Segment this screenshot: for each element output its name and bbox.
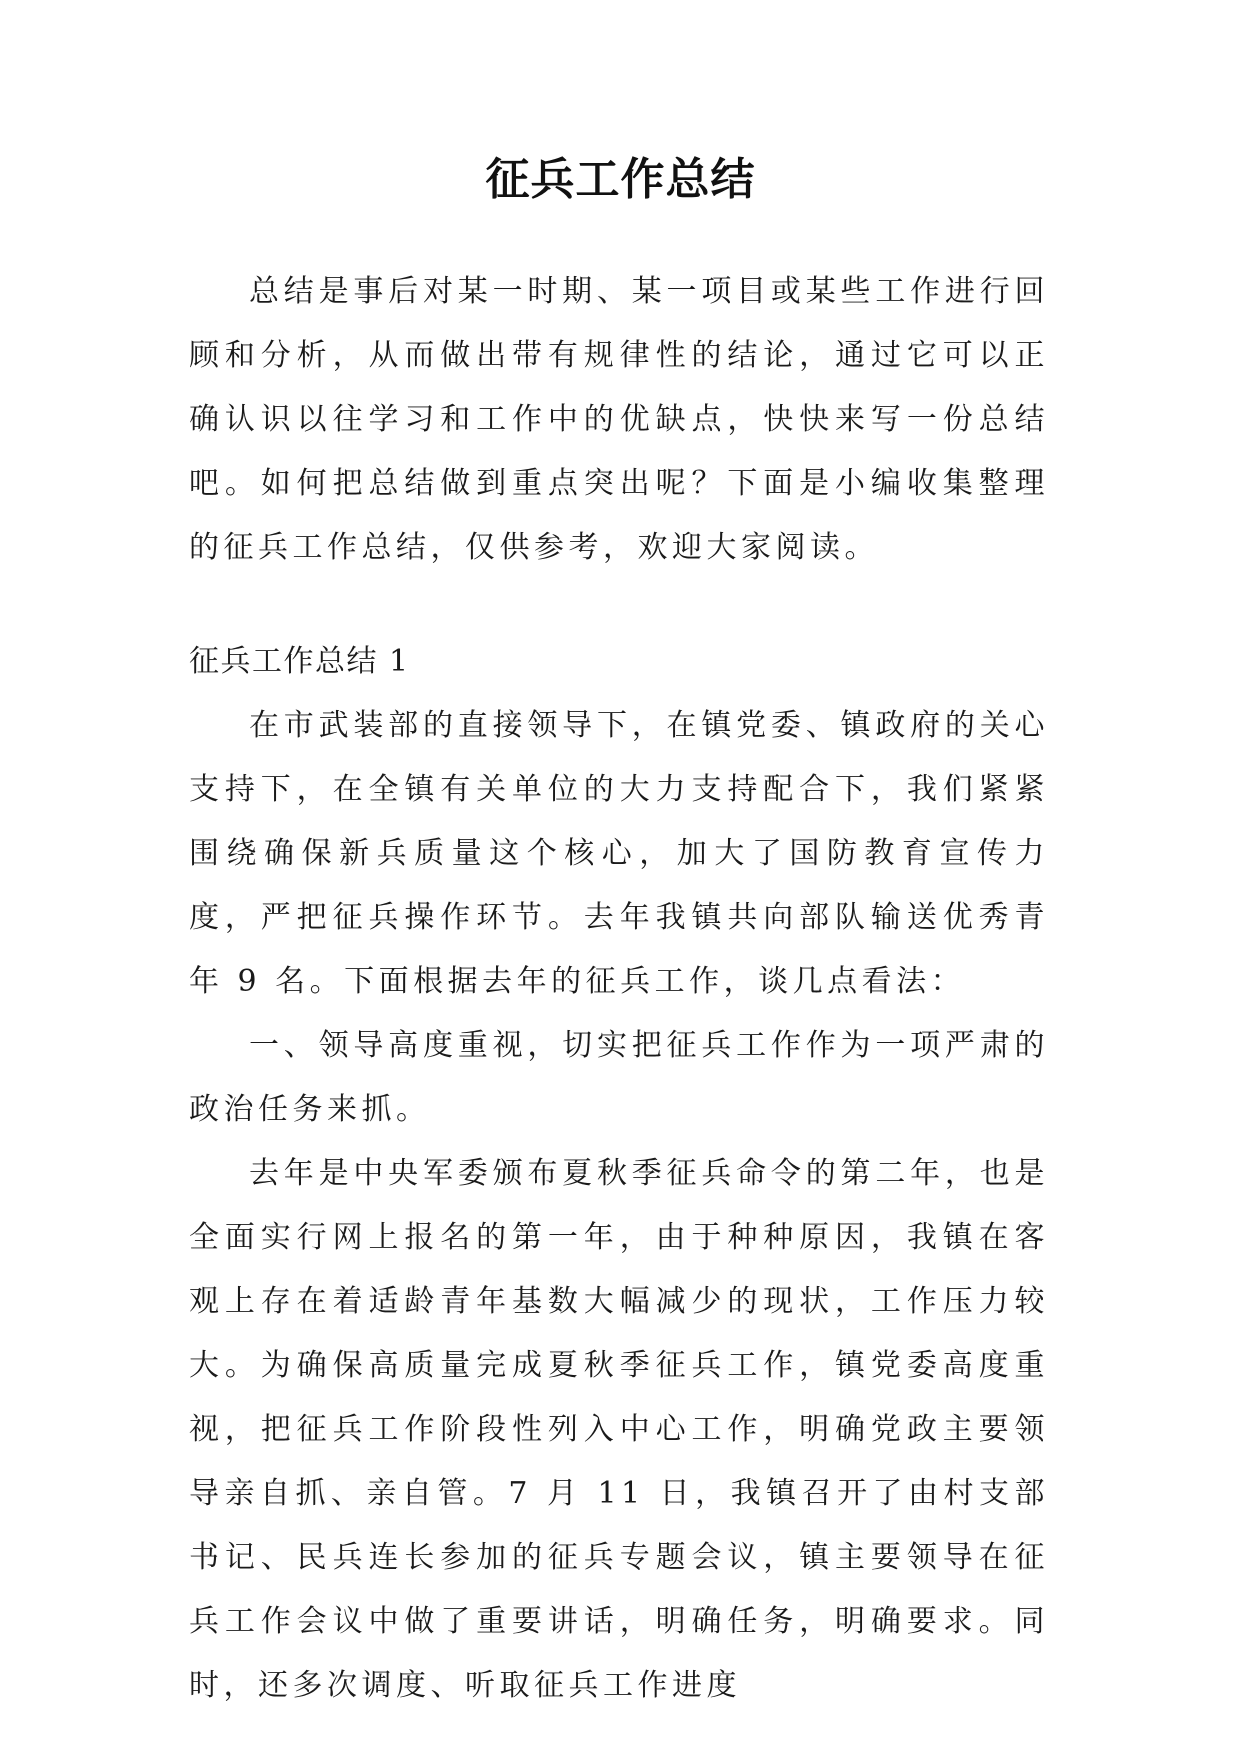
body-paragraph-1: 在市武装部的直接领导下，在镇党委、镇政府的关心支持下，在全镇有关单位的大力支持配合下，我们紧紧围绕确保新兵质量这个核心，加大了国防教育宣传力度，严把征兵操作环节。去年我镇共向部队输送优秀青年 9 名。下面根据去年的征兵工作，谈几点看法：	[189, 708, 1049, 999]
document-title: 征兵工作总结	[485, 154, 756, 205]
document-body	[189, 260, 1049, 1718]
body-paragraph-3: 去年是中央军委颁布夏秋季征兵命令的第二年，也是全面实行网上报名的第一年，由于种种原因，我镇在客观上存在着适龄青年基数大幅减少的现状，工作压力较大。为确保高质量完成夏秋季征兵工作，镇党委高度重视，把征兵工作阶段性列入中心工作，明确党政主要领导亲自抓、亲自管。7 月 11 日，我镇召开了由村支部书记、民兵连长参加的征兵专题会议，镇主要领导在征兵工作会议中做了重要讲话，明确任务，明确要求。同时，还多次调度、听取征兵工作进度	[189, 1156, 1049, 1703]
section-heading: 征兵工作总结 1	[189, 644, 410, 679]
body-paragraph-2: 一、领导高度重视，切实把征兵工作作为一项严肃的政治任务来抓。	[189, 1028, 1049, 1127]
intro-paragraph: 总结是事后对某一时期、某一项目或某些工作进行回顾和分析，从而做出带有规律性的结论，通过它可以正确认识以往学习和工作中的优缺点，快快来写一份总结吧。如何把总结做到重点突出呢？下面是小编收集整理的征兵工作总结，仅供参考，欢迎大家阅读。	[189, 274, 1049, 565]
